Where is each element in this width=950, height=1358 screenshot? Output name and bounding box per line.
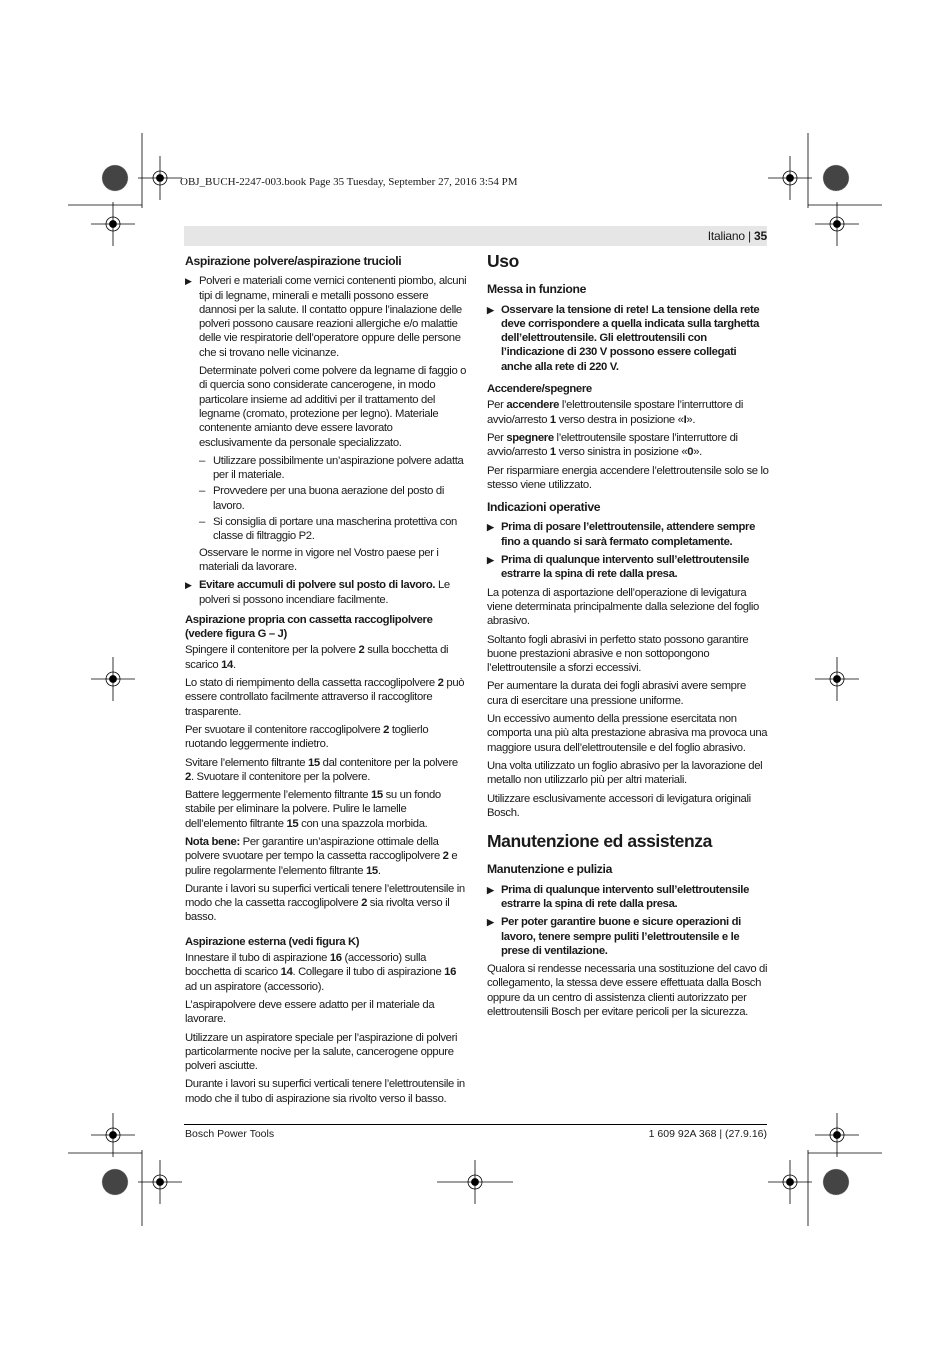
paragraph: Una volta utilizzato un foglio abrasivo per la lavorazione del metallo non utilizzarlo più per altri materiali. bbox=[487, 759, 763, 787]
header-separator: | bbox=[747, 229, 751, 243]
paragraph: Per accendere l’elettroutensile spostare l’interruttore di avvio/arresto 1 verso destra in posizione «I». bbox=[487, 399, 744, 426]
footer-rule bbox=[184, 1124, 767, 1125]
list-item: – Utilizzare possibilmente un’aspirazione polvere adatta per il materiale. bbox=[199, 454, 464, 482]
warning-item: ▶ Prima di posare l’elettroutensile, attendere sempre fino a quando si sarà fermato completamente. bbox=[487, 521, 755, 548]
paragraph: Per risparmiare energia accendere l’elettroutensile solo se lo stesso viene utilizzato. bbox=[487, 464, 769, 491]
heading-maintenance-service: Manutenzione ed assistenza bbox=[487, 831, 712, 852]
paragraph: Durante i lavori su superfici verticali tenere l’elettroutensile in modo che la cassetta raccoglipolvere 2 sia rivolta verso il basso. bbox=[185, 882, 465, 924]
list-item: – Si consiglia di portare una mascherina protettiva con classe di filtraggio P2. bbox=[199, 516, 457, 543]
paragraph: Utilizzare esclusivamente accessori di levigatura originali Bosch. bbox=[487, 792, 751, 819]
heading-external-extraction: Aspirazione esterna (vedi figura K) bbox=[185, 935, 360, 948]
bullet-triangle-icon: ▶ bbox=[487, 917, 494, 928]
footer-brand: Bosch Power Tools bbox=[185, 1128, 275, 1140]
bullet-triangle-icon: ▶ bbox=[487, 522, 494, 533]
paragraph: Un eccessivo aumento della pressione esercitata non comporta una più alta prestazione abrasiva ma provoca una maggiore usura dell’elettroutensile e del foglio abrasivo. bbox=[487, 713, 768, 754]
heading-own-extraction: Aspirazione propria con cassetta raccoglipolvere (vedere figura G – J) bbox=[185, 613, 433, 641]
paragraph: L’aspirapolvere deve essere adatto per il materiale da lavorare. bbox=[185, 998, 435, 1026]
warning-item: ▶ Per poter garantire buone e sicure operazioni di lavoro, tenere sempre puliti l’elettroutensile e le prese di ventilazione. bbox=[487, 916, 741, 957]
heading-uso: Uso bbox=[487, 251, 519, 271]
header-bar bbox=[184, 226, 767, 246]
right-column bbox=[487, 251, 769, 1023]
note-paragraph: Nota bene: Per garantire un’aspirazione ottimale della polvere svuotare per tempo la cassetta raccoglipolvere 2 e pulire regolarmente l’elemento filtrante 15. bbox=[185, 835, 458, 877]
bullet-triangle-icon: ▶ bbox=[487, 884, 494, 895]
page-number: 35 bbox=[754, 229, 767, 243]
heading-working-advice: Indicazioni operative bbox=[487, 500, 601, 515]
running-header bbox=[708, 229, 767, 243]
footer-doc-number: 1 609 92A 368 | (27.9.16) bbox=[648, 1128, 767, 1140]
paragraph: Svitare l’elemento filtrante 15 dal contenitore per la polvere 2. Svuotare il contenitore per la polvere. bbox=[185, 756, 458, 783]
heading-on-off: Accendere/spegnere bbox=[487, 383, 592, 396]
paragraph: Osservare le norme in vigore nel Vostro paese per i materiali da lavorare. bbox=[199, 546, 439, 573]
bullet-triangle-icon: ▶ bbox=[185, 276, 192, 287]
paragraph: Durante i lavori su superfici verticali tenere l’elettroutensile in modo che il tubo di aspirazione sia rivolto verso il basso. bbox=[185, 1078, 465, 1105]
paragraph: Spingere il contenitore per la polvere 2 sulla bocchetta di scarico 14. bbox=[185, 644, 449, 671]
paragraph: Per aumentare la durata dei fogli abrasivi avere sempre cura di esercitare una pressione uniforme. bbox=[487, 680, 746, 707]
paragraph: La potenza di asportazione dell’operazione di levigatura viene determinata principalmente dalla selezione del foglio abrasivo. bbox=[487, 586, 759, 628]
header-language: Italiano bbox=[707, 229, 745, 243]
bullet-triangle-icon: ▶ bbox=[487, 304, 494, 315]
paragraph: Per svuotare il contenitore raccoglipolvere 2 toglierlo ruotando leggermente indietro. bbox=[185, 723, 429, 751]
warning-dust-accumulation: ▶ Evitare accumuli di polvere sul posto di lavoro. Le polveri si possono incendiare facilmente. bbox=[185, 579, 450, 606]
warning-item: ▶ Prima di qualunque intervento sull’elettroutensile estrarre la spina di rete dalla presa. bbox=[487, 883, 750, 910]
left-column bbox=[185, 254, 467, 1110]
paragraph: Per spegnere l’elettroutensile spostare l’interruttore di avvio/arresto 1 verso sinistra in posizione «0». bbox=[487, 431, 738, 459]
paragraph: Determinate polveri come polvere da legname di faggio o di quercia sono considerate cancerogene, in modo particolare insieme ad additivi per il trattamento del legname (cromato, protezione per legno). Materiale contenente amianto deve essere lavorato esclusivamente da personale specializzato. bbox=[199, 365, 467, 449]
print-slug: OBJ_BUCH-2247-003.book Page 35 Tuesday, September 27, 2016 3:54 PM bbox=[180, 176, 518, 188]
paragraph: Battere leggermente l’elemento filtrante 15 su un fondo stabile per eliminare la polvere. Pulire le lamelle dell’elemento filtrante 15 con una spazzola morbida. bbox=[185, 789, 441, 830]
paragraph: Soltanto fogli abrasivi in perfetto stato possono garantire buone prestazioni abrasive e non sottopongono l’elettroutensile a sforzi eccessivi. bbox=[487, 633, 749, 675]
heading-maintenance-cleaning: Manutenzione e pulizia bbox=[487, 862, 613, 877]
paragraph: Lo stato di riempimento della cassetta raccoglipolvere 2 può essere controllato facilmente attraverso il raccoglitore trasparente. bbox=[185, 677, 465, 718]
paragraph: Innestare il tubo di aspirazione 16 (accessorio) sulla bocchetta di scarico 14. Collegare il tubo di aspirazione 16 ad un aspiratore (accessorio). bbox=[185, 952, 457, 993]
heading-messa-in-funzione: Messa in funzione bbox=[487, 282, 587, 297]
warning-mains-voltage: ▶ Osservare la tensione di rete! La tensione della rete deve corrispondere a quella indicata sulla targhetta dell’elettroutensile. Gli elettroutensili con l’indicazione di 230 V possono essere collegati anche alla rete di 220 V. bbox=[487, 303, 760, 373]
bullet-triangle-icon: ▶ bbox=[185, 580, 192, 591]
warning-item: ▶ Prima di qualunque intervento sull’elettroutensile estrarre la spina di rete dalla presa. bbox=[487, 554, 750, 581]
paragraph: Qualora si rendesse necessaria una sostituzione del cavo di collegamento, la stessa deve essere effettuata dalla Bosch oppure da un centro di assistenza clienti autorizzato per elettroutensili Bosch per evitare pericoli per la sicurezza. bbox=[487, 963, 768, 1019]
list-item: – Provvedere per una buona aerazione del posto di lavoro. bbox=[199, 485, 445, 512]
warning-dust: ▶ Polveri e materiali come vernici contenenti piombo, alcuni tipi di legname, minerali e metalli possono essere dannosi per la salute. Il contatto oppure l’inalazione delle polveri possono causare reazioni allergiche e/o malattie delle vie respiratorie dell’operatore oppure delle persone che si trovano nelle vicinanze. bbox=[185, 275, 467, 359]
heading-dust-extraction: Aspirazione polvere/aspirazione trucioli bbox=[185, 254, 402, 268]
bullet-triangle-icon: ▶ bbox=[487, 555, 494, 566]
paragraph: Utilizzare un aspiratore speciale per l’aspirazione di polveri particolarmente nocive per la salute, cancerogene oppure polveri asciutte. bbox=[185, 1031, 458, 1073]
